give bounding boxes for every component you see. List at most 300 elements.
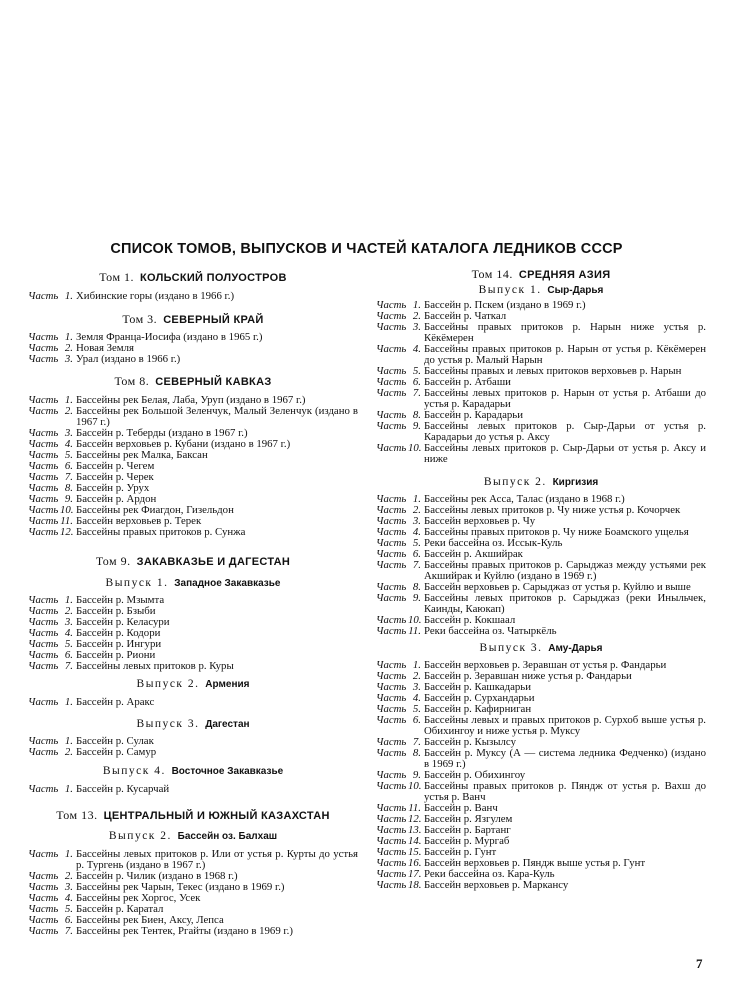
part-number: 2. (64, 605, 73, 617)
part-number: 1. (412, 493, 421, 505)
part-prefix (376, 781, 424, 792)
part-word: Часть (376, 614, 407, 626)
volume-name: СРЕДНЯЯ АЗИЯ (518, 269, 611, 281)
part-text: Бассейн р. Кызылсу (424, 736, 516, 748)
part-text: Бассейн р. Мургаб (424, 835, 510, 847)
part-word: Часть (376, 420, 407, 432)
part-prefix (28, 527, 76, 538)
part-text: Бассейн верховьев р. Кубани (издано в 1967 г.) (76, 438, 291, 450)
part-word: Часть (376, 747, 407, 759)
part-word: Часть (28, 526, 59, 538)
part-number: 2. (412, 504, 421, 516)
part-word: Часть (376, 537, 407, 549)
part-text: Бассейн р. Сурхандарьи (424, 692, 535, 704)
volume-label: Том 1. (99, 270, 135, 284)
part-text: Бассейн р. Самур (76, 746, 157, 758)
part-number: 8. (412, 581, 421, 593)
part-word: Часть (28, 405, 59, 417)
part-number: 1. (64, 394, 73, 406)
part-number: 4. (64, 438, 73, 450)
part-text: Бассейн р. Кодори (76, 627, 161, 639)
part-number: 11. (408, 625, 421, 637)
part-number: 1. (64, 735, 73, 747)
part-word: Часть (28, 605, 59, 617)
part-prefix (376, 388, 424, 399)
part-word: Часть (376, 321, 407, 333)
part-word: Часть (376, 376, 407, 388)
part-word: Часть (28, 353, 59, 365)
part-prefix (376, 560, 424, 571)
part-text: Бассейн р. Каратал (76, 903, 164, 915)
part-number: 2. (412, 670, 421, 682)
page-number: 7 (696, 956, 703, 971)
volume-label: Том 9. (95, 554, 131, 568)
part-prefix (376, 344, 424, 355)
part-word: Часть (376, 299, 407, 311)
volume-heading (28, 554, 358, 570)
part-text: Бассейн р. Акшийрак (424, 548, 523, 560)
volume-heading (28, 312, 358, 328)
catalog-part-entry (28, 926, 358, 937)
part-text: Бассейн р. Кафирниган (424, 703, 532, 715)
issue-name: Армения (205, 679, 250, 690)
part-text: Бассейн р. Ванч (424, 802, 498, 814)
part-text: Бассейн р. Обихингоу (424, 769, 526, 781)
part-word: Часть (28, 735, 59, 747)
part-text: Бассейны левых притоков р. Или от устья р. Курты до устья р. Тургень (издано в 1967 г.) (76, 848, 358, 871)
part-prefix (28, 406, 76, 417)
part-word: Часть (376, 780, 407, 792)
catalog-part-entry (376, 626, 706, 637)
part-word: Часть (376, 802, 407, 814)
part-prefix (376, 626, 424, 637)
catalog-part-entry (28, 527, 358, 538)
part-number: 17. (408, 868, 422, 880)
part-text: Земля Франца-Иосифа (издано в 1965 г.) (76, 331, 263, 343)
part-number: 7. (64, 660, 73, 672)
part-word: Часть (376, 310, 407, 322)
part-text: Бассейны рек Белая, Лаба, Уруп (издано в 1967 г.) (76, 394, 306, 406)
part-text: Бассейн р. Бзыби (76, 605, 156, 617)
part-number: 1. (64, 290, 73, 302)
part-number: 6. (64, 649, 73, 661)
catalog-part-entry (376, 593, 706, 615)
volume-heading (28, 808, 358, 824)
part-prefix (376, 421, 424, 432)
part-number: 2. (64, 342, 73, 354)
part-number: 15. (408, 846, 422, 858)
catalog-part-entry (28, 661, 358, 672)
part-number: 10. (408, 614, 422, 626)
part-text: Бассейн р. Риони (76, 649, 156, 661)
issue-heading (28, 829, 358, 844)
part-word: Часть (376, 625, 407, 637)
page-title: СПИСОК ТОМОВ, ВЫПУСКОВ И ЧАСТЕЙ КАТАЛОГА ЛЕДНИКОВ СССР (110, 241, 623, 257)
catalog-part-entry (376, 443, 706, 465)
part-number: 1. (412, 659, 421, 671)
part-number: 10. (408, 780, 422, 792)
part-number: 11. (408, 802, 421, 814)
part-number: 12. (408, 813, 422, 825)
part-number: 8. (64, 482, 73, 494)
part-word: Часть (376, 857, 407, 869)
part-number: 3. (64, 353, 73, 365)
issue-label: Выпуск 3. (479, 642, 543, 654)
part-number: 5. (64, 638, 73, 650)
part-number: 6. (64, 914, 73, 926)
part-word: Часть (28, 515, 59, 527)
catalog-part-entry (376, 560, 706, 582)
part-text: Бассейн р. Пскем (издано в 1969 г.) (424, 299, 586, 311)
part-word: Часть (28, 594, 59, 606)
part-text: Бассейн р. Черек (76, 471, 154, 483)
catalog-part-entry (28, 697, 358, 708)
part-word: Часть (28, 892, 59, 904)
part-word: Часть (28, 438, 59, 450)
part-word: Часть (28, 449, 59, 461)
part-text: Бассейны левых притоков р. Нарын от устья р. Атбаши до устья р. Карадарьи (424, 387, 706, 410)
volume-name: СЕВЕРНЫЙ КАВКАЗ (155, 376, 272, 388)
catalog-part-entry (28, 354, 358, 365)
part-text: Бассейн р. Бартанг (424, 824, 511, 836)
part-number: 1. (64, 848, 73, 860)
part-prefix (376, 880, 424, 891)
part-number: 18. (408, 879, 422, 891)
part-text: Бассейн р. Мзымта (76, 594, 165, 606)
part-word: Часть (28, 394, 59, 406)
part-word: Часть (28, 290, 59, 302)
part-text: Бассейны левых притоков р. Куры (76, 660, 234, 672)
part-text: Бассейны правых притоков р. Нарын от устья р. Кёкёмерен до устья р. Малый Нарын (424, 343, 706, 366)
issue-name: Дагестан (205, 719, 250, 730)
part-number: 4. (64, 627, 73, 639)
part-text: Бассейны правых притоков р. Сунжа (76, 526, 246, 538)
part-text: Бассейн верховьев р. Терек (76, 515, 202, 527)
volume-name: ЦЕНТРАЛЬНЫЙ И ЮЖНЫЙ КАЗАХСТАН (103, 810, 330, 822)
issue-name: Сыр-Дарья (547, 285, 604, 296)
part-number: 1. (64, 783, 73, 795)
issue-name: Киргизия (552, 477, 599, 488)
volume-label: Том 3. (122, 312, 158, 326)
part-number: 3. (412, 681, 421, 693)
part-text: Бассейн р. Язгулем (424, 813, 513, 825)
part-number: 9. (412, 769, 421, 781)
part-word: Часть (376, 387, 407, 399)
part-word: Часть (376, 365, 407, 377)
part-number: 8. (412, 747, 421, 759)
right-column (376, 267, 706, 891)
part-word: Часть (28, 460, 59, 472)
part-prefix (28, 291, 76, 302)
part-number: 4. (412, 692, 421, 704)
part-number: 6. (412, 376, 421, 388)
part-word: Часть (376, 846, 407, 858)
part-word: Часть (376, 515, 407, 527)
volume-label: Том 8. (114, 374, 150, 388)
part-number: 13. (408, 824, 422, 836)
part-word: Часть (28, 331, 59, 343)
part-text: Бассейн р. Муксу (А — система ледника Федченко) (издано в 1969 г.) (424, 747, 706, 770)
catalog-part-entry (376, 880, 706, 891)
volume-label: Том 13. (56, 808, 98, 822)
part-number: 6. (412, 548, 421, 560)
part-text: Бассейны левых притоков р. Сыр-Дарьи от устья р. Карадарьи до устья р. Аксу (424, 420, 706, 443)
issue-heading (28, 677, 358, 692)
part-text: Бассейн верховьев р. Чу (424, 515, 536, 527)
part-number: 11. (60, 515, 73, 527)
part-word: Часть (376, 343, 407, 355)
part-text: Бассейн р. Атбаши (424, 376, 511, 388)
part-word: Часть (28, 482, 59, 494)
part-text: Бассейн р. Сулак (76, 735, 154, 747)
part-word: Часть (28, 881, 59, 893)
part-number: 3. (64, 427, 73, 439)
part-word: Часть (28, 493, 59, 505)
part-text: Бассейн верховьев р. Сарыджаз от устья р. Куйлю и выше (424, 581, 691, 593)
issue-name: Бассейн оз. Балхаш (177, 831, 278, 842)
issue-name: Западное Закавказье (174, 578, 281, 589)
part-word: Часть (28, 638, 59, 650)
part-number: 2. (64, 746, 73, 758)
issue-name: Аму-Дарья (548, 643, 603, 654)
part-word: Часть (28, 649, 59, 661)
part-word: Часть (28, 848, 59, 860)
part-word: Часть (376, 714, 407, 726)
part-word: Часть (376, 868, 407, 880)
catalog-part-entry (376, 715, 706, 737)
part-word: Часть (376, 548, 407, 560)
catalog-part-entry (376, 322, 706, 344)
part-word: Часть (28, 471, 59, 483)
part-prefix (28, 784, 76, 795)
part-text: Бассейн р. Аракс (76, 696, 155, 708)
part-text: Реки бассейна оз. Чатыркёль (424, 625, 557, 637)
issue-label: Выпуск 1. (105, 577, 169, 589)
part-text: Бассейны рек Фиагдон, Гизельдон (76, 504, 234, 516)
part-number: 9. (64, 493, 73, 505)
left-column (28, 267, 358, 937)
part-number: 7. (412, 387, 421, 399)
part-number: 4. (412, 343, 421, 355)
issue-heading (376, 475, 706, 490)
part-number: 5. (64, 449, 73, 461)
part-text: Бассейны рек Большой Зеленчук, Малый Зеленчук (издано в 1967 г.) (76, 405, 358, 428)
volume-label: Том 14. (471, 267, 513, 281)
issue-heading (28, 576, 358, 591)
part-word: Часть (376, 824, 407, 836)
part-word: Часть (376, 409, 407, 421)
part-number: 7. (64, 471, 73, 483)
catalog-part-entry (376, 781, 706, 803)
part-text: Бассейн р. Кокшаал (424, 614, 516, 626)
part-number: 7. (64, 925, 73, 937)
part-word: Часть (376, 703, 407, 715)
part-word: Часть (376, 559, 407, 571)
part-text: Бассейны правых притоков р. Нарын ниже устья р. Кёкёмерен (424, 321, 706, 344)
part-text: Бассейн р. Чилик (издано в 1968 г.) (76, 870, 238, 882)
part-number: 5. (412, 537, 421, 549)
part-text: Бассейны левых притоков р. Сарыджаз (реки Иныльчек, Каинды, Каюкап) (424, 592, 706, 615)
issue-heading (376, 283, 706, 298)
part-text: Бассейны рек Хоргос, Усек (76, 892, 201, 904)
part-number: 6. (412, 714, 421, 726)
part-prefix (376, 322, 424, 333)
part-text: Бассейн р. Зеравшан ниже устья р. Фандарьи (424, 670, 632, 682)
part-word: Часть (376, 592, 407, 604)
volume-name: ЗАКАВКАЗЬЕ И ДАГЕСТАН (136, 556, 291, 568)
part-word: Часть (28, 870, 59, 882)
part-text: Хибинские горы (издано в 1966 г.) (76, 290, 235, 302)
issue-label: Выпуск 2. (483, 476, 547, 488)
part-word: Часть (376, 670, 407, 682)
part-text: Бассейны левых и правых притоков р. Сурхоб выше устья р. Обихингоу и ниже устья р. Муксу (424, 714, 706, 737)
part-text: Бассейн верховьев р. Маркансу (424, 879, 569, 891)
volume-name: СЕВЕРНЫЙ КРАЙ (163, 314, 264, 326)
part-word: Часть (376, 581, 407, 593)
issue-label: Выпуск 4. (102, 765, 166, 777)
issue-heading (28, 717, 358, 732)
part-word: Часть (376, 493, 407, 505)
part-prefix (28, 747, 76, 758)
catalog-part-entry (376, 388, 706, 410)
part-number: 10. (408, 442, 422, 454)
issue-heading (28, 764, 358, 779)
part-text: Бассейн р. Урух (76, 482, 150, 494)
part-word: Часть (28, 903, 59, 915)
part-word: Часть (376, 681, 407, 693)
part-text: Урал (издано в 1966 г.) (76, 353, 181, 365)
part-word: Часть (28, 783, 59, 795)
part-number: 7. (412, 736, 421, 748)
part-text: Бассейн р. Кашкадарьи (424, 681, 531, 693)
part-text: Бассейны рек Биен, Аксу, Лепса (76, 914, 224, 926)
part-word: Часть (376, 769, 407, 781)
part-text: Бассейны левых притоков р. Сыр-Дарьи от устья р. Аксу и ниже (424, 442, 706, 465)
catalog-part-entry (28, 747, 358, 758)
part-text: Бассейны правых и левых притоков верховьев р. Нарын (424, 365, 682, 377)
part-word: Часть (28, 660, 59, 672)
part-text: Бассейн р. Ингури (76, 638, 162, 650)
part-text: Бассейн р. Гунт (424, 846, 497, 858)
part-number: 6. (64, 460, 73, 472)
part-prefix (376, 748, 424, 759)
part-number: 8. (412, 409, 421, 421)
issue-heading (376, 641, 706, 656)
part-number: 3. (64, 881, 73, 893)
catalog-part-entry (28, 849, 358, 871)
part-number: 9. (412, 420, 421, 432)
part-text: Бассейны правых притоков р. Сарыджаз между устьями рек Акшийрак и Куйлю (издано в 1969 г.) (424, 559, 706, 582)
volume-heading (28, 270, 358, 286)
catalog-part-entry (28, 784, 358, 795)
part-number: 12. (60, 526, 74, 538)
catalog-part-entry (376, 344, 706, 366)
part-text: Бассейн верховьев р. Зеравшан от устья р. Фандарьи (424, 659, 667, 671)
part-number: 2. (64, 405, 73, 417)
part-text: Бассейны рек Малка, Баксан (76, 449, 208, 461)
volume-heading (28, 374, 358, 390)
part-text: Бассейны правых притоков р. Пяндж от устья р. Вахш до устья р. Ванч (424, 780, 706, 803)
issue-label: Выпуск 1. (478, 284, 542, 296)
part-word: Часть (376, 879, 407, 891)
part-number: 5. (412, 703, 421, 715)
part-number: 3. (64, 616, 73, 628)
catalog-part-entry (28, 406, 358, 428)
part-number: 3. (412, 515, 421, 527)
part-word: Часть (28, 627, 59, 639)
part-number: 1. (412, 299, 421, 311)
part-word: Часть (28, 746, 59, 758)
issue-label: Выпуск 3. (136, 718, 200, 730)
part-word: Часть (28, 616, 59, 628)
part-text: Бассейны рек Тентек, Ргайты (издано в 1969 г.) (76, 925, 293, 937)
part-text: Бассейн р. Келасури (76, 616, 170, 628)
part-word: Часть (376, 659, 407, 671)
volume-heading (376, 267, 706, 283)
part-number: 5. (412, 365, 421, 377)
part-number: 1. (64, 696, 73, 708)
part-text: Бассейн р. Кусарчай (76, 783, 170, 795)
part-prefix (28, 661, 76, 672)
part-word: Часть (28, 925, 59, 937)
part-word: Часть (376, 813, 407, 825)
part-prefix (376, 593, 424, 604)
part-text: Бассейн р. Теберды (издано в 1967 г.) (76, 427, 248, 439)
part-number: 2. (64, 870, 73, 882)
part-prefix (28, 697, 76, 708)
part-number: 10. (60, 504, 74, 516)
part-text: Бассейн р. Карадарьи (424, 409, 523, 421)
part-word: Часть (28, 504, 59, 516)
part-word: Часть (376, 504, 407, 516)
part-number: 14. (408, 835, 422, 847)
part-text: Бассейн верховьев р. Пяндж выше устья р. Гунт (424, 857, 646, 869)
part-text: Бассейн р. Чаткал (424, 310, 507, 322)
part-text: Бассейн р. Чегем (76, 460, 155, 472)
part-word: Часть (376, 442, 407, 454)
volume-name: КОЛЬСКИЙ ПОЛУОСТРОВ (140, 272, 287, 284)
part-text: Новая Земля (76, 342, 134, 354)
part-word: Часть (28, 342, 59, 354)
part-number: 16. (408, 857, 422, 869)
part-text: Реки бассейна оз. Иссык-Куль (424, 537, 563, 549)
part-text: Бассейн р. Ардон (76, 493, 157, 505)
part-number: 4. (64, 892, 73, 904)
part-text: Реки бассейна оз. Кара-Куль (424, 868, 555, 880)
part-number: 7. (412, 559, 421, 571)
part-word: Часть (376, 736, 407, 748)
catalog-part-entry (28, 291, 358, 302)
part-word: Часть (28, 914, 59, 926)
part-prefix (28, 354, 76, 365)
part-text: Бассейны правых притоков р. Чу ниже Боамского ущелья (424, 526, 689, 538)
part-word: Часть (376, 835, 407, 847)
part-text: Бассейны рек Асса, Талас (издано в 1968 г.) (424, 493, 625, 505)
issue-name: Восточное Закавказье (171, 766, 284, 777)
part-number: 2. (412, 310, 421, 322)
part-number: 4. (412, 526, 421, 538)
part-text: Бассейны левых притоков р. Чу ниже устья р. Кочорчек (424, 504, 681, 516)
part-prefix (28, 926, 76, 937)
part-prefix (376, 715, 424, 726)
part-text: Бассейны рек Чарын, Текес (издано в 1969 г.) (76, 881, 285, 893)
part-prefix (376, 443, 424, 454)
part-word: Часть (376, 692, 407, 704)
part-number: 3. (412, 321, 421, 333)
part-number: 1. (64, 594, 73, 606)
part-number: 5. (64, 903, 73, 915)
part-prefix (28, 849, 76, 860)
